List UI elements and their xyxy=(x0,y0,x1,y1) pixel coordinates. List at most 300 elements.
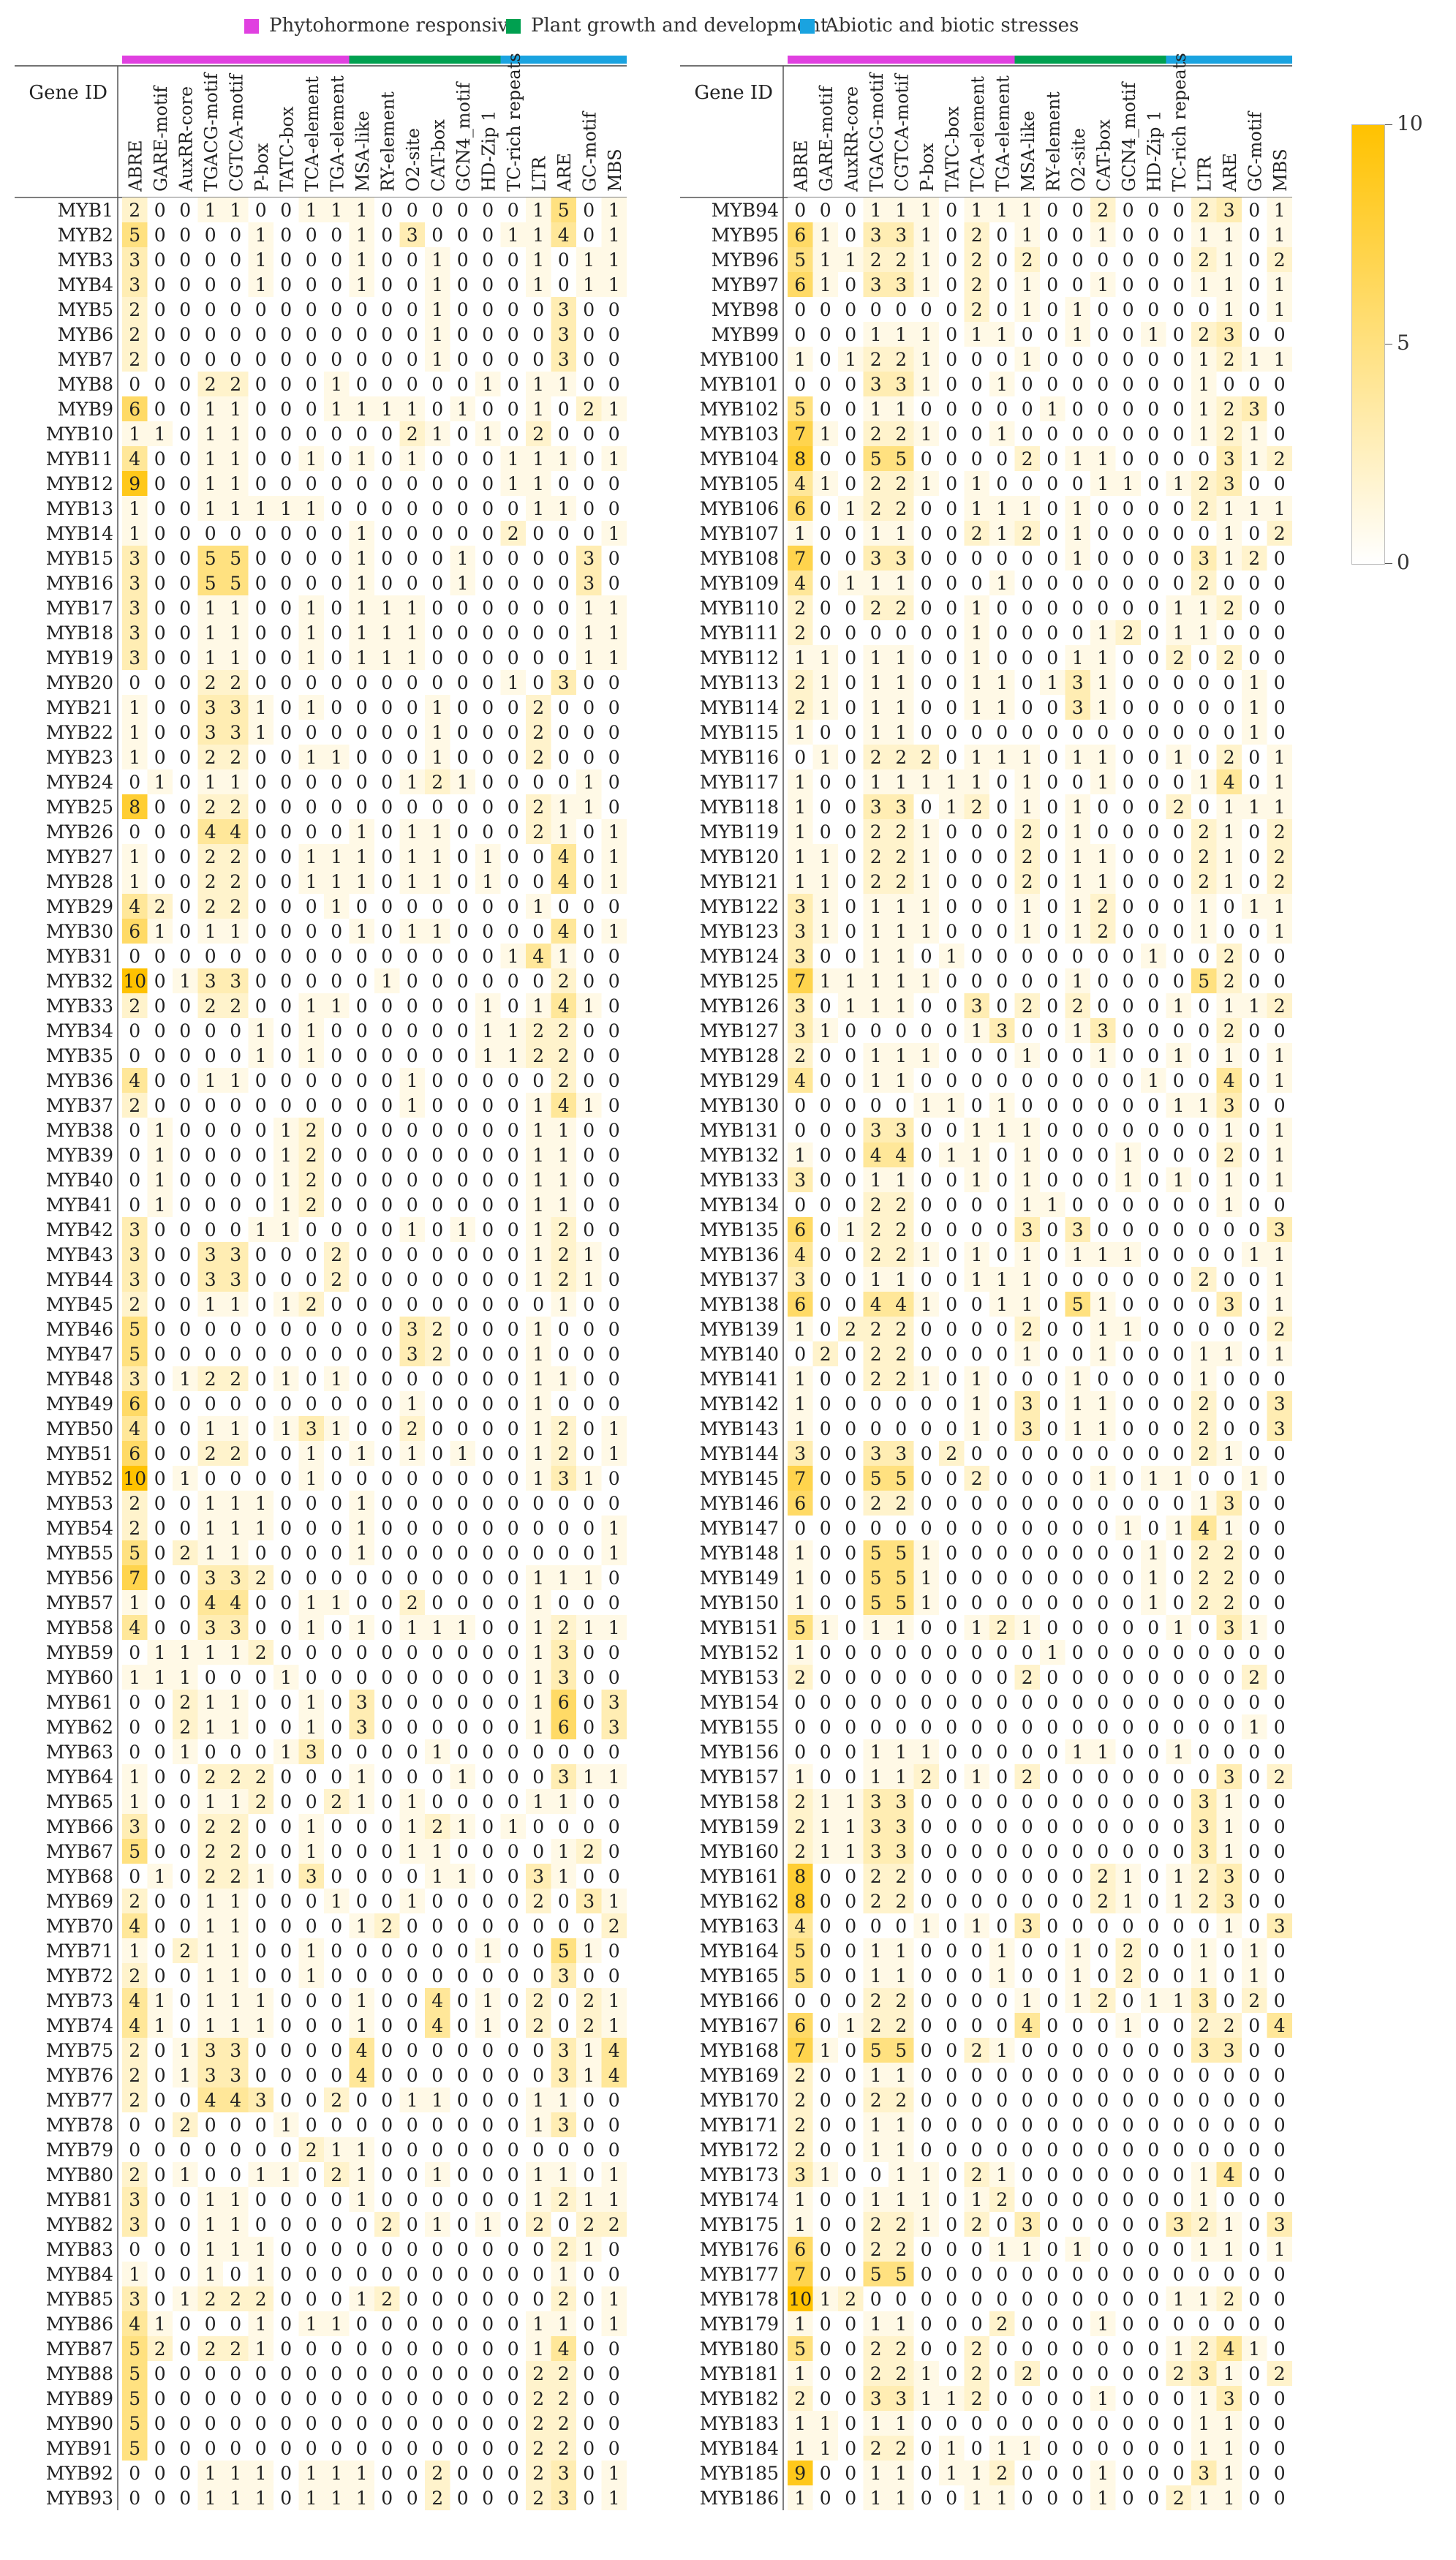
cell-value-myb72-ltr: 0 xyxy=(532,1965,544,1987)
row-label-myb9: MYB9 xyxy=(58,399,113,420)
cell-value-myb11-msa-like: 1 xyxy=(356,448,368,470)
cell-value-myb5-p-box: 0 xyxy=(255,299,267,320)
cell-value-myb45-ry-element: 0 xyxy=(381,1294,393,1315)
cell-value-myb61-cat-box: 0 xyxy=(431,1692,443,1713)
cell-value-myb104-mbs: 2 xyxy=(1274,448,1286,470)
cell-value-myb72-auxrr-core: 0 xyxy=(179,1965,191,1987)
cell-value-myb83-ry-element: 0 xyxy=(381,2239,393,2260)
cell-value-myb99-p-box: 1 xyxy=(921,324,932,345)
cell-value-myb87-are: 4 xyxy=(558,2338,570,2360)
cell-value-myb78-gare-motif: 0 xyxy=(154,2115,166,2136)
cell-value-myb111-abre: 2 xyxy=(794,622,806,644)
cell-value-myb82-abre: 3 xyxy=(129,2214,140,2235)
cell-value-myb26-tca-element: 0 xyxy=(306,821,317,843)
cell-value-myb40-tca-element: 2 xyxy=(306,1170,317,1191)
cell-value-myb39-gare-motif: 1 xyxy=(154,1145,166,1166)
cell-value-myb6-gare-motif: 0 xyxy=(154,324,166,345)
cell-value-myb15-p-box: 0 xyxy=(255,548,267,569)
cell-value-myb78-hd-zip-1: 0 xyxy=(482,2115,494,2136)
cell-value-myb91-auxrr-core: 0 xyxy=(179,2438,191,2459)
cell-value-myb92-cat-box: 2 xyxy=(431,2463,443,2484)
cell-value-myb121-p-box: 1 xyxy=(921,871,932,892)
cell-value-myb42-tca-element: 0 xyxy=(306,1219,317,1241)
cell-value-myb44-o2-site: 0 xyxy=(407,1269,418,1290)
cell-value-myb38-ry-element: 0 xyxy=(381,1120,393,1141)
cell-value-myb51-are: 2 xyxy=(558,1443,570,1464)
cell-value-myb34-ry-element: 0 xyxy=(381,1020,393,1042)
cell-value-myb72-tatc-box: 0 xyxy=(280,1965,292,1987)
cell-value-myb58-hd-zip-1: 0 xyxy=(482,1617,494,1638)
cell-value-myb110-tc-rich-repeats: 1 xyxy=(1173,598,1185,619)
cell-value-myb87-tga-element: 0 xyxy=(331,2338,342,2360)
cell-value-myb117-msa-like: 1 xyxy=(1022,772,1033,793)
cell-value-myb77-p-box: 3 xyxy=(255,2090,267,2111)
row-label-myb103: MYB103 xyxy=(700,423,779,445)
cell-value-myb93-p-box: 1 xyxy=(255,2488,267,2509)
row-label-myb31: MYB31 xyxy=(46,946,113,967)
cell-value-myb99-gare-motif: 0 xyxy=(820,324,831,345)
cell-value-myb28-p-box: 0 xyxy=(255,871,267,892)
cell-value-myb72-o2-site: 0 xyxy=(407,1965,418,1987)
cell-value-myb112-hd-zip-1: 0 xyxy=(1147,647,1159,669)
cell-value-myb37-ry-element: 0 xyxy=(381,1095,393,1116)
panel-2-col-header-tatc-box: TATC-box xyxy=(942,106,962,192)
row-label-myb29: MYB29 xyxy=(46,896,113,917)
cell-value-myb32-ltr: 0 xyxy=(532,971,544,992)
cell-value-myb119-mbs: 2 xyxy=(1274,821,1286,843)
cell-value-myb18-cgtca-motif: 1 xyxy=(230,622,241,644)
cell-value-myb57-ry-element: 0 xyxy=(381,1592,393,1614)
row-label-myb113: MYB113 xyxy=(700,672,779,693)
cell-value-myb82-ry-element: 2 xyxy=(381,2214,393,2235)
cell-value-myb110-tgacg-motif: 2 xyxy=(870,598,882,619)
cell-value-myb57-mbs: 0 xyxy=(608,1592,620,1614)
cell-value-myb22-are: 0 xyxy=(558,722,570,743)
cell-value-myb75-abre: 2 xyxy=(129,2040,140,2061)
cell-value-myb70-are: 0 xyxy=(558,1916,570,1937)
cell-value-myb70-auxrr-core: 0 xyxy=(179,1916,191,1937)
cell-value-myb63-msa-like: 0 xyxy=(356,1742,368,1763)
cell-value-myb33-tc-rich-repeats: 0 xyxy=(508,995,519,1017)
cell-value-myb81-o2-site: 0 xyxy=(407,2189,418,2210)
cell-value-myb85-p-box: 2 xyxy=(255,2289,267,2310)
cell-value-myb42-tgacg-motif: 0 xyxy=(205,1219,216,1241)
panel-1-col-header-gcn4-motif: GCN4_motif xyxy=(453,81,474,192)
cell-value-myb86-ltr: 1 xyxy=(532,2314,544,2335)
cell-value-myb14-tga-element: 0 xyxy=(331,523,342,544)
cell-value-myb25-abre: 8 xyxy=(129,797,140,818)
cell-value-myb6-tga-element: 0 xyxy=(331,324,342,345)
cell-value-myb50-ry-element: 0 xyxy=(381,1418,393,1439)
cell-value-myb35-cgtca-motif: 0 xyxy=(230,1045,241,1066)
cell-value-myb92-tca-element: 1 xyxy=(306,2463,317,2484)
cell-value-myb90-p-box: 0 xyxy=(255,2413,267,2434)
cell-value-myb75-ry-element: 0 xyxy=(381,2040,393,2061)
cell-value-myb82-msa-like: 0 xyxy=(356,2214,368,2235)
cell-value-myb61-abre: 0 xyxy=(129,1692,140,1713)
cell-value-myb91-o2-site: 0 xyxy=(407,2438,418,2459)
cell-value-myb76-p-box: 0 xyxy=(255,2065,267,2086)
cell-value-myb111-tgacg-motif: 0 xyxy=(870,622,882,644)
cell-value-myb50-tc-rich-repeats: 0 xyxy=(508,1418,519,1439)
cell-value-myb7-gc-motif: 0 xyxy=(583,349,595,370)
cell-value-myb57-ltr: 1 xyxy=(532,1592,544,1614)
cell-value-myb50-msa-like: 0 xyxy=(356,1418,368,1439)
cell-value-myb73-auxrr-core: 0 xyxy=(179,1990,191,2011)
cell-value-myb6-tgacg-motif: 0 xyxy=(205,324,216,345)
cell-value-myb44-msa-like: 0 xyxy=(356,1269,368,1290)
cell-value-myb29-p-box: 0 xyxy=(255,896,267,917)
cell-value-myb15-auxrr-core: 0 xyxy=(179,548,191,569)
cell-value-myb82-p-box: 0 xyxy=(255,2214,267,2235)
cell-value-myb42-are: 2 xyxy=(558,1219,570,1241)
panel-1-col-header-o2-site: O2-site xyxy=(403,128,423,192)
cell-value-myb26-gare-motif: 0 xyxy=(154,821,166,843)
row-label-myb16: MYB16 xyxy=(46,573,113,594)
cell-value-myb53-p-box: 1 xyxy=(255,1493,267,1514)
cell-value-myb53-msa-like: 1 xyxy=(356,1493,368,1514)
cell-value-myb69-hd-zip-1: 0 xyxy=(482,1891,494,1912)
cell-value-myb84-cgtca-motif: 0 xyxy=(230,2264,241,2285)
cell-value-myb63-ltr: 0 xyxy=(532,1742,544,1763)
cell-value-myb121-auxrr-core: 0 xyxy=(845,871,856,892)
cell-value-myb83-cat-box: 0 xyxy=(431,2239,443,2260)
cell-value-myb120-hd-zip-1: 0 xyxy=(1147,846,1159,867)
cell-value-myb51-gc-motif: 0 xyxy=(583,1443,595,1464)
cell-value-myb24-auxrr-core: 0 xyxy=(179,772,191,793)
cell-value-myb51-gare-motif: 0 xyxy=(154,1443,166,1464)
cell-value-myb85-tca-element: 0 xyxy=(306,2289,317,2310)
cell-value-myb54-cgtca-motif: 1 xyxy=(230,1518,241,1539)
cell-value-myb54-gcn4-motif: 0 xyxy=(457,1518,469,1539)
cell-value-myb119-msa-like: 2 xyxy=(1022,821,1033,843)
cell-value-myb72-cat-box: 0 xyxy=(431,1965,443,1987)
cell-value-myb47-tatc-box: 0 xyxy=(280,1344,292,1365)
cell-value-myb117-abre: 1 xyxy=(794,772,806,793)
cell-value-myb100-ry-element: 0 xyxy=(1046,349,1058,370)
cell-value-myb3-tatc-box: 0 xyxy=(280,249,292,271)
cell-value-myb28-cat-box: 1 xyxy=(431,871,443,892)
cell-value-myb100-tga-element: 0 xyxy=(996,349,1008,370)
cell-value-myb65-tga-element: 2 xyxy=(331,1791,342,1812)
cell-value-myb85-gc-motif: 0 xyxy=(583,2289,595,2310)
cell-value-myb55-hd-zip-1: 0 xyxy=(482,1543,494,1564)
cell-value-myb11-hd-zip-1: 0 xyxy=(482,448,494,470)
cell-value-myb117-ltr: 1 xyxy=(1198,772,1210,793)
cell-value-myb34-mbs: 0 xyxy=(608,1020,620,1042)
cell-value-myb50-tca-element: 3 xyxy=(306,1418,317,1439)
cell-value-myb22-mbs: 0 xyxy=(608,722,620,743)
cell-value-myb116-mbs: 1 xyxy=(1274,747,1286,768)
cell-value-myb80-mbs: 1 xyxy=(608,2164,620,2186)
cell-value-myb83-p-box: 1 xyxy=(255,2239,267,2260)
cell-value-myb97-hd-zip-1: 0 xyxy=(1147,274,1159,295)
cell-value-myb27-p-box: 0 xyxy=(255,846,267,867)
cell-value-myb38-hd-zip-1: 0 xyxy=(482,1120,494,1141)
cell-value-myb76-hd-zip-1: 0 xyxy=(482,2065,494,2086)
cell-value-myb103-tgacg-motif: 2 xyxy=(870,423,882,445)
cell-value-myb87-p-box: 1 xyxy=(255,2338,267,2360)
cell-value-myb100-abre: 1 xyxy=(794,349,806,370)
cell-value-myb19-o2-site: 1 xyxy=(407,647,418,669)
cell-value-myb84-tgacg-motif: 1 xyxy=(205,2264,216,2285)
panel-2-col-header-cgtca-motif: CGTCA-motif xyxy=(891,72,912,192)
cell-value-myb75-gare-motif: 0 xyxy=(154,2040,166,2061)
cell-value-myb78-tgacg-motif: 0 xyxy=(205,2115,216,2136)
cell-value-myb15-ltr: 0 xyxy=(532,548,544,569)
cell-value-myb25-are: 1 xyxy=(558,797,570,818)
row-label-myb26: MYB26 xyxy=(46,821,113,843)
cell-value-myb1-tatc-box: 0 xyxy=(280,200,292,221)
cell-value-myb53-o2-site: 0 xyxy=(407,1493,418,1514)
panel-2-col-header-ltr: LTR xyxy=(1194,156,1215,192)
cell-value-myb96-tgacg-motif: 2 xyxy=(870,249,882,271)
cell-value-myb41-ry-element: 0 xyxy=(381,1194,393,1216)
cell-value-myb57-gare-motif: 0 xyxy=(154,1592,166,1614)
row-label-myb44: MYB44 xyxy=(46,1269,113,1290)
cell-value-myb15-are: 0 xyxy=(558,548,570,569)
cell-value-myb79-hd-zip-1: 0 xyxy=(482,2139,494,2161)
cell-value-myb67-msa-like: 0 xyxy=(356,1841,368,1862)
cell-value-myb16-msa-like: 1 xyxy=(356,573,368,594)
cell-value-myb50-p-box: 0 xyxy=(255,1418,267,1439)
cell-value-myb110-ltr: 1 xyxy=(1198,598,1210,619)
cell-value-myb97-ltr: 1 xyxy=(1198,274,1210,295)
cell-value-myb111-o2-site: 0 xyxy=(1072,622,1084,644)
cell-value-myb117-tgacg-motif: 1 xyxy=(870,772,882,793)
cell-value-myb79-gcn4-motif: 0 xyxy=(457,2139,469,2161)
cell-value-myb71-auxrr-core: 2 xyxy=(179,1940,191,1962)
cell-value-myb84-are: 1 xyxy=(558,2264,570,2285)
cell-value-myb91-tc-rich-repeats: 0 xyxy=(508,2438,519,2459)
cell-value-myb74-ry-element: 0 xyxy=(381,2015,393,2036)
cell-value-myb101-auxrr-core: 0 xyxy=(845,374,856,395)
cell-value-myb29-auxrr-core: 0 xyxy=(179,896,191,917)
cell-value-myb58-gcn4-motif: 1 xyxy=(457,1617,469,1638)
cell-value-myb19-tc-rich-repeats: 0 xyxy=(508,647,519,669)
cell-value-myb44-tca-element: 0 xyxy=(306,1269,317,1290)
panel-2-group-bar-1 xyxy=(788,56,1015,64)
cell-value-myb47-msa-like: 0 xyxy=(356,1344,368,1365)
cell-value-myb31-abre: 0 xyxy=(129,946,140,967)
cell-value-myb120-tgacg-motif: 2 xyxy=(870,846,882,867)
row-label-myb82: MYB82 xyxy=(46,2214,113,2235)
cell-value-myb88-are: 2 xyxy=(558,2363,570,2384)
cell-value-myb6-cat-box: 1 xyxy=(431,324,443,345)
cell-value-myb95-are: 1 xyxy=(1223,225,1235,246)
cell-value-myb119-o2-site: 1 xyxy=(1072,821,1084,843)
cell-value-myb80-cgtca-motif: 0 xyxy=(230,2164,241,2186)
cell-value-myb116-msa-like: 1 xyxy=(1022,747,1033,768)
cell-value-myb63-gc-motif: 0 xyxy=(583,1742,595,1763)
cell-value-myb73-ltr: 2 xyxy=(532,1990,544,2011)
cell-value-myb5-mbs: 0 xyxy=(608,299,620,320)
cell-value-myb56-o2-site: 0 xyxy=(407,1567,418,1589)
cell-value-myb108-auxrr-core: 0 xyxy=(845,548,856,569)
cell-value-myb15-tga-element: 0 xyxy=(331,548,342,569)
cell-value-myb36-o2-site: 1 xyxy=(407,1070,418,1091)
cell-value-myb42-tga-element: 0 xyxy=(331,1219,342,1241)
cell-value-myb64-p-box: 2 xyxy=(255,1766,267,1788)
cell-value-myb104-tatc-box: 0 xyxy=(946,448,957,470)
cell-value-myb3-gare-motif: 0 xyxy=(154,249,166,271)
cell-value-myb31-ry-element: 0 xyxy=(381,946,393,967)
cell-value-myb78-tca-element: 0 xyxy=(306,2115,317,2136)
row-label-myb22: MYB22 xyxy=(46,722,113,743)
cell-value-myb93-hd-zip-1: 0 xyxy=(482,2488,494,2509)
cell-value-myb14-tc-rich-repeats: 2 xyxy=(508,523,519,544)
cell-value-myb63-tc-rich-repeats: 0 xyxy=(508,1742,519,1763)
cell-value-myb34-tga-element: 0 xyxy=(331,1020,342,1042)
cell-value-myb27-gcn4-motif: 0 xyxy=(457,846,469,867)
cell-value-myb66-gc-motif: 0 xyxy=(583,1816,595,1837)
cell-value-myb77-ltr: 1 xyxy=(532,2090,544,2111)
cell-value-myb2-o2-site: 3 xyxy=(407,225,418,246)
cell-value-myb62-gare-motif: 0 xyxy=(154,1717,166,1738)
cell-value-myb5-tgacg-motif: 0 xyxy=(205,299,216,320)
cell-value-myb4-mbs: 1 xyxy=(608,274,620,295)
cell-value-myb1-tgacg-motif: 1 xyxy=(205,200,216,221)
cell-value-myb24-tatc-box: 0 xyxy=(280,772,292,793)
cell-value-myb53-cat-box: 0 xyxy=(431,1493,443,1514)
cell-value-myb64-o2-site: 0 xyxy=(407,1766,418,1788)
cell-value-myb54-msa-like: 1 xyxy=(356,1518,368,1539)
cell-value-myb40-cgtca-motif: 0 xyxy=(230,1170,241,1191)
cell-value-myb89-o2-site: 0 xyxy=(407,2388,418,2409)
cell-value-myb110-tatc-box: 0 xyxy=(946,598,957,619)
cell-value-myb93-tc-rich-repeats: 0 xyxy=(508,2488,519,2509)
cell-value-myb84-o2-site: 0 xyxy=(407,2264,418,2285)
cell-value-myb77-hd-zip-1: 0 xyxy=(482,2090,494,2111)
cell-value-myb13-msa-like: 0 xyxy=(356,498,368,519)
cell-value-myb105-cat-box: 1 xyxy=(1097,473,1109,494)
cell-value-myb110-hd-zip-1: 0 xyxy=(1147,598,1159,619)
cell-value-myb80-are: 1 xyxy=(558,2164,570,2186)
cell-value-myb86-hd-zip-1: 0 xyxy=(482,2314,494,2335)
cell-value-myb8-ry-element: 0 xyxy=(381,374,393,395)
cell-value-myb39-p-box: 0 xyxy=(255,1145,267,1166)
cell-value-myb101-o2-site: 0 xyxy=(1072,374,1084,395)
cell-value-myb24-hd-zip-1: 0 xyxy=(482,772,494,793)
cell-value-myb69-p-box: 0 xyxy=(255,1891,267,1912)
cell-value-myb103-are: 2 xyxy=(1223,423,1235,445)
cell-value-myb80-msa-like: 1 xyxy=(356,2164,368,2186)
cell-value-myb113-abre: 2 xyxy=(794,672,806,693)
row-label-myb98: MYB98 xyxy=(712,299,779,320)
cell-value-myb7-tatc-box: 0 xyxy=(280,349,292,370)
cell-value-myb37-tc-rich-repeats: 0 xyxy=(508,1095,519,1116)
cell-value-myb24-cat-box: 2 xyxy=(431,772,443,793)
cell-value-myb57-gc-motif: 0 xyxy=(583,1592,595,1614)
cell-value-myb29-o2-site: 0 xyxy=(407,896,418,917)
cell-value-myb87-gc-motif: 0 xyxy=(583,2338,595,2360)
cell-value-myb64-tca-element: 0 xyxy=(306,1766,317,1788)
cell-value-myb73-hd-zip-1: 1 xyxy=(482,1990,494,2011)
cell-value-myb107-p-box: 0 xyxy=(921,523,932,544)
cell-value-myb2-are: 4 xyxy=(558,225,570,246)
cell-value-myb79-gare-motif: 0 xyxy=(154,2139,166,2161)
cell-value-myb110-are: 2 xyxy=(1223,598,1235,619)
cell-value-myb46-tatc-box: 0 xyxy=(280,1319,292,1340)
cell-value-myb45-gare-motif: 0 xyxy=(154,1294,166,1315)
cell-value-myb19-p-box: 0 xyxy=(255,647,267,669)
cell-value-myb4-tatc-box: 0 xyxy=(280,274,292,295)
cell-value-myb52-ltr: 1 xyxy=(532,1468,544,1489)
cell-value-myb72-p-box: 0 xyxy=(255,1965,267,1987)
cell-value-myb51-abre: 6 xyxy=(129,1443,140,1464)
cell-value-myb68-auxrr-core: 0 xyxy=(179,1866,191,1887)
cell-value-myb121-cgtca-motif: 2 xyxy=(895,871,907,892)
cell-value-myb82-tca-element: 0 xyxy=(306,2214,317,2235)
cell-value-myb95-tgacg-motif: 3 xyxy=(870,225,882,246)
cell-value-myb42-mbs: 0 xyxy=(608,1219,620,1241)
cell-value-myb104-gc-motif: 1 xyxy=(1248,448,1260,470)
cell-value-myb72-tc-rich-repeats: 0 xyxy=(508,1965,519,1987)
cell-value-myb35-msa-like: 0 xyxy=(356,1045,368,1066)
cell-value-myb16-are: 0 xyxy=(558,573,570,594)
cell-value-myb101-gcn4-motif: 0 xyxy=(1123,374,1134,395)
cell-value-myb10-cat-box: 1 xyxy=(431,423,443,445)
cell-value-myb116-o2-site: 1 xyxy=(1072,747,1084,768)
cell-value-myb49-tc-rich-repeats: 0 xyxy=(508,1393,519,1415)
cell-value-myb36-mbs: 0 xyxy=(608,1070,620,1091)
row-label-myb64: MYB64 xyxy=(46,1766,113,1788)
panel-2-col-header-tga-element: TGA-element xyxy=(992,75,1013,192)
cell-value-myb69-abre: 2 xyxy=(129,1891,140,1912)
cell-value-myb64-are: 3 xyxy=(558,1766,570,1788)
cell-value-myb74-mbs: 1 xyxy=(608,2015,620,2036)
cell-value-myb25-cgtca-motif: 2 xyxy=(230,797,241,818)
cell-value-myb96-tga-element: 0 xyxy=(996,249,1008,271)
cell-value-myb81-tga-element: 0 xyxy=(331,2189,342,2210)
cell-value-myb15-tca-element: 0 xyxy=(306,548,317,569)
cell-value-myb9-tga-element: 1 xyxy=(331,399,342,420)
cell-value-myb18-tga-element: 0 xyxy=(331,622,342,644)
cell-value-myb64-tatc-box: 0 xyxy=(280,1766,292,1788)
cell-value-myb113-auxrr-core: 0 xyxy=(845,672,856,693)
cell-value-myb61-tgacg-motif: 1 xyxy=(205,1692,216,1713)
cell-value-myb6-msa-like: 0 xyxy=(356,324,368,345)
cell-value-myb34-auxrr-core: 0 xyxy=(179,1020,191,1042)
cell-value-myb119-gc-motif: 0 xyxy=(1248,821,1260,843)
cell-value-myb68-gc-motif: 0 xyxy=(583,1866,595,1887)
cell-value-myb115-p-box: 0 xyxy=(921,722,932,743)
cell-value-myb25-gcn4-motif: 0 xyxy=(457,797,469,818)
cell-value-myb96-ry-element: 0 xyxy=(1046,249,1058,271)
cell-value-myb31-msa-like: 0 xyxy=(356,946,368,967)
cell-value-myb16-ltr: 0 xyxy=(532,573,544,594)
cell-value-myb78-abre: 0 xyxy=(129,2115,140,2136)
panel-2-col-header-gcn4-motif: GCN4_motif xyxy=(1119,81,1139,192)
cell-value-myb41-tc-rich-repeats: 0 xyxy=(508,1194,519,1216)
cell-value-myb22-auxrr-core: 0 xyxy=(179,722,191,743)
cell-value-myb45-p-box: 0 xyxy=(255,1294,267,1315)
cell-value-myb40-p-box: 0 xyxy=(255,1170,267,1191)
cell-value-myb95-abre: 6 xyxy=(794,225,806,246)
cell-value-myb41-gcn4-motif: 0 xyxy=(457,1194,469,1216)
cell-value-myb113-cat-box: 1 xyxy=(1097,672,1109,693)
cell-value-myb74-tgacg-motif: 1 xyxy=(205,2015,216,2036)
cell-value-myb106-tca-element: 1 xyxy=(971,498,983,519)
cell-value-myb62-tga-element: 0 xyxy=(331,1717,342,1738)
cell-value-myb9-mbs: 1 xyxy=(608,399,620,420)
cell-value-myb57-o2-site: 2 xyxy=(407,1592,418,1614)
cell-value-myb115-gc-motif: 1 xyxy=(1248,722,1260,743)
cell-value-myb98-hd-zip-1: 0 xyxy=(1147,299,1159,320)
cell-value-myb31-hd-zip-1: 0 xyxy=(482,946,494,967)
cell-value-myb56-gc-motif: 1 xyxy=(583,1567,595,1589)
cell-value-myb68-ry-element: 0 xyxy=(381,1866,393,1887)
